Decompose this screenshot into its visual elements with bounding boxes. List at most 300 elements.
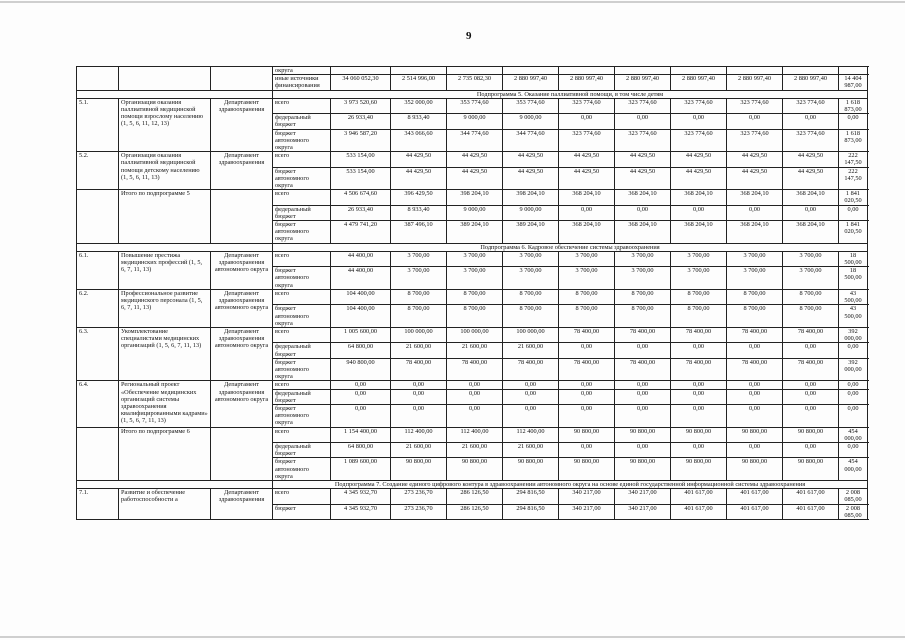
amount-cell: 401 617,00: [727, 489, 783, 504]
amount-cell: 340 217,00: [559, 504, 615, 519]
amount-cell: 3 700,00: [503, 267, 559, 290]
item-number-cell: 6.3.: [77, 327, 119, 380]
amount-cell: 1 841 020,50: [839, 190, 868, 205]
amount-cell: 294 816,50: [503, 504, 559, 519]
amount-cell: 323 774,60: [783, 98, 839, 113]
amount-cell: 8 700,00: [671, 305, 727, 328]
amount-cell: 533 154,00: [331, 167, 391, 190]
amount-cell: 2 880 997,40: [503, 75, 559, 90]
amount-cell: 323 774,60: [671, 98, 727, 113]
amount-cell: 222 147,50: [839, 167, 868, 190]
amount-cell: 398 204,10: [503, 190, 559, 205]
amount-cell: 3 700,00: [559, 267, 615, 290]
item-number-cell: [77, 190, 119, 243]
amount-cell: 454 000,00: [839, 427, 868, 442]
amount-cell: 18 500,00: [839, 251, 868, 266]
amount-cell: 3 700,00: [503, 251, 559, 266]
subprogram-title: Подпрограмма 5. Оказание паллиативной помощи, в том числе детям: [273, 90, 868, 98]
table-row: [77, 190, 868, 205]
amount-cell: 4 506 674,60: [331, 190, 391, 205]
amount-cell: 8 700,00: [559, 305, 615, 328]
amount-cell: 0,00: [727, 389, 783, 404]
funding-source-cell: федеральный бюджет: [273, 114, 331, 129]
amount-cell: 0,00: [783, 389, 839, 404]
funding-source-cell: бюджет автономного округа: [273, 267, 331, 290]
amount-cell: 0,00: [559, 114, 615, 129]
amount-cell: 90 800,00: [783, 427, 839, 442]
amount-cell: [391, 67, 447, 75]
item-name-cell: Развитие и обеспечение работоспособности а: [119, 489, 211, 520]
amount-cell: 222 147,50: [839, 152, 868, 167]
table-row: [77, 327, 868, 342]
amount-cell: 0,00: [839, 389, 868, 404]
amount-cell: 90 800,00: [671, 427, 727, 442]
amount-cell: 0,00: [839, 404, 868, 427]
amount-cell: 0,00: [671, 381, 727, 389]
amount-cell: 1 618 873,00: [839, 98, 868, 113]
amount-cell: 368 204,10: [671, 190, 727, 205]
amount-cell: 0,00: [615, 205, 671, 220]
funding-source-cell: иные источники финансирования: [273, 75, 331, 90]
amount-cell: 21 600,00: [447, 442, 503, 457]
table-row: [77, 489, 868, 504]
amount-cell: 112 400,00: [447, 427, 503, 442]
amount-cell: 294 816,50: [503, 489, 559, 504]
amount-cell: 44 429,50: [503, 152, 559, 167]
amount-cell: 0,00: [727, 404, 783, 427]
amount-cell: 0,00: [727, 442, 783, 457]
amount-cell: 44 429,50: [559, 152, 615, 167]
amount-cell: 21 600,00: [391, 343, 447, 358]
funding-source-cell: бюджет автономного округа: [273, 358, 331, 381]
amount-cell: 44 429,50: [447, 167, 503, 190]
amount-cell: 8 700,00: [615, 289, 671, 304]
amount-cell: 1 005 600,00: [331, 327, 391, 342]
item-number-cell: 5.1.: [77, 98, 119, 151]
amount-cell: 0,00: [671, 205, 727, 220]
amount-cell: 401 617,00: [727, 504, 783, 519]
amount-cell: 3 700,00: [783, 267, 839, 290]
subprogram-header-row: [77, 243, 868, 251]
amount-cell: 78 400,00: [391, 358, 447, 381]
item-number-cell: [77, 427, 119, 480]
amount-cell: 78 400,00: [615, 358, 671, 381]
funding-source-cell: федеральный бюджет: [273, 442, 331, 457]
amount-cell: 90 800,00: [727, 458, 783, 481]
amount-cell: 78 400,00: [727, 358, 783, 381]
amount-cell: 323 774,60: [559, 129, 615, 152]
item-number-cell: 7.1.: [77, 489, 119, 520]
amount-cell: 90 800,00: [503, 458, 559, 481]
amount-cell: 0,00: [671, 442, 727, 457]
item-name-cell: Профессиональное развитие медицинского персонала (1, 5, 6, 7, 11, 13): [119, 289, 211, 327]
amount-cell: 398 204,10: [447, 190, 503, 205]
amount-cell: 0,00: [839, 205, 868, 220]
amount-cell: 44 429,50: [447, 152, 503, 167]
item-name-cell: Организация оказания паллиативной медицинской помощи взрослому населению (1, 5, 6, 11, 12, 13): [119, 98, 211, 151]
amount-cell: 401 617,00: [783, 504, 839, 519]
department-cell: Департамент здравоохранения: [211, 98, 273, 151]
amount-cell: 1 841 020,50: [839, 221, 868, 244]
amount-cell: 0,00: [615, 404, 671, 427]
amount-cell: 323 774,60: [559, 98, 615, 113]
amount-cell: 8 700,00: [671, 289, 727, 304]
amount-cell: 44 429,50: [391, 152, 447, 167]
table-row: [77, 251, 868, 266]
amount-cell: 90 800,00: [559, 458, 615, 481]
amount-cell: 0,00: [727, 381, 783, 389]
amount-cell: 0,00: [783, 114, 839, 129]
amount-cell: 401 617,00: [671, 489, 727, 504]
amount-cell: 90 800,00: [727, 427, 783, 442]
amount-cell: 78 400,00: [783, 358, 839, 381]
amount-cell: 2 880 997,40: [727, 75, 783, 90]
amount-cell: 389 204,10: [447, 221, 503, 244]
amount-cell: 0,00: [839, 343, 868, 358]
amount-cell: 0,00: [503, 381, 559, 389]
item-number-cell: 6.4.: [77, 381, 119, 427]
amount-cell: 21 600,00: [503, 442, 559, 457]
amount-cell: 0,00: [783, 381, 839, 389]
amount-cell: 44 429,50: [783, 167, 839, 190]
amount-cell: 44 400,00: [331, 251, 391, 266]
amount-cell: 2 880 997,40: [559, 75, 615, 90]
amount-cell: 0,00: [727, 205, 783, 220]
amount-cell: 21 600,00: [391, 442, 447, 457]
amount-cell: 368 204,10: [615, 190, 671, 205]
amount-cell: 3 946 587,20: [331, 129, 391, 152]
subprogram-title: Подпрограмма 6. Кадровое обеспечение системы здравоохранения: [273, 243, 868, 251]
amount-cell: 3 700,00: [727, 251, 783, 266]
amount-cell: 323 774,60: [615, 129, 671, 152]
amount-cell: 3 700,00: [783, 251, 839, 266]
amount-cell: 112 400,00: [503, 427, 559, 442]
amount-cell: 340 217,00: [615, 504, 671, 519]
amount-cell: 90 800,00: [615, 458, 671, 481]
amount-cell: 3 700,00: [671, 267, 727, 290]
amount-cell: 368 204,10: [559, 221, 615, 244]
amount-cell: 43 500,00: [839, 289, 868, 304]
amount-cell: 1 618 873,00: [839, 129, 868, 152]
amount-cell: 8 700,00: [391, 305, 447, 328]
amount-cell: 352 000,00: [391, 98, 447, 113]
amount-cell: [331, 67, 391, 75]
amount-cell: 90 800,00: [391, 458, 447, 481]
amount-cell: 401 617,00: [671, 504, 727, 519]
amount-cell: 3 700,00: [559, 251, 615, 266]
table-row: [77, 98, 868, 113]
item-name-cell: Организация оказания паллиативной медицинской помощи детскому населению (1, 5, 6, 11, 13): [119, 152, 211, 190]
amount-cell: 353 774,60: [447, 98, 503, 113]
amount-cell: 3 700,00: [671, 251, 727, 266]
amount-cell: 9 000,00: [503, 205, 559, 220]
amount-cell: 0,00: [783, 404, 839, 427]
funding-source-cell: бюджет автономного округа: [273, 305, 331, 328]
amount-cell: 104 400,00: [331, 305, 391, 328]
amount-cell: 0,00: [671, 114, 727, 129]
budget-table: [76, 66, 868, 520]
amount-cell: 323 774,60: [671, 129, 727, 152]
funding-source-cell: всего: [273, 289, 331, 304]
item-name-cell: Укомплектование специалистами медицинских организаций (1, 5, 6, 7, 11, 13): [119, 327, 211, 380]
amount-cell: 44 429,50: [727, 152, 783, 167]
item-name-cell: [119, 67, 211, 91]
amount-cell: 78 400,00: [503, 358, 559, 381]
amount-cell: 90 800,00: [447, 458, 503, 481]
amount-cell: 8 700,00: [783, 305, 839, 328]
funding-source-cell: бюджет автономного округа: [273, 458, 331, 481]
amount-cell: 44 429,50: [671, 167, 727, 190]
amount-cell: 454 000,00: [839, 458, 868, 481]
amount-cell: 387 496,10: [391, 221, 447, 244]
amount-cell: 104 400,00: [331, 289, 391, 304]
amount-cell: 368 204,10: [783, 221, 839, 244]
amount-cell: 8 700,00: [447, 305, 503, 328]
amount-cell: 0,00: [391, 381, 447, 389]
table-row: [77, 152, 868, 167]
amount-cell: 392 000,00: [839, 327, 868, 342]
amount-cell: [839, 67, 868, 75]
amount-cell: 100 000,00: [503, 327, 559, 342]
funding-source-cell: всего: [273, 489, 331, 504]
funding-source-cell: всего: [273, 381, 331, 389]
amount-cell: 8 700,00: [783, 289, 839, 304]
amount-cell: 3 700,00: [447, 251, 503, 266]
amount-cell: 90 800,00: [559, 427, 615, 442]
amount-cell: 0,00: [331, 381, 391, 389]
amount-cell: 368 204,10: [615, 221, 671, 244]
amount-cell: 26 933,40: [331, 114, 391, 129]
funding-source-cell: бюджет автономного округа: [273, 404, 331, 427]
table-row: [77, 381, 868, 389]
amount-cell: 0,00: [559, 381, 615, 389]
scan-edge-top: [0, 1, 905, 3]
amount-cell: 0,00: [615, 114, 671, 129]
amount-cell: 44 429,50: [559, 167, 615, 190]
amount-cell: [503, 67, 559, 75]
funding-source-cell: округа: [273, 67, 331, 75]
amount-cell: 4 479 741,20: [331, 221, 391, 244]
department-cell: [211, 190, 273, 243]
amount-cell: 44 429,50: [615, 167, 671, 190]
amount-cell: 389 204,10: [503, 221, 559, 244]
amount-cell: 0,00: [615, 442, 671, 457]
amount-cell: 3 700,00: [615, 251, 671, 266]
amount-cell: [671, 67, 727, 75]
department-cell: [211, 427, 273, 480]
amount-cell: 3 700,00: [447, 267, 503, 290]
amount-cell: 44 429,50: [671, 152, 727, 167]
funding-source-cell: всего: [273, 251, 331, 266]
amount-cell: 401 617,00: [783, 489, 839, 504]
amount-cell: 0,00: [671, 343, 727, 358]
amount-cell: 368 204,10: [671, 221, 727, 244]
table-row: [77, 427, 868, 442]
amount-cell: 78 400,00: [727, 327, 783, 342]
amount-cell: 4 345 932,70: [331, 504, 391, 519]
amount-cell: 8 700,00: [727, 289, 783, 304]
amount-cell: 273 236,70: [391, 489, 447, 504]
funding-source-cell: бюджет автономного округа: [273, 129, 331, 152]
amount-cell: 21 600,00: [503, 343, 559, 358]
amount-cell: 1 154 400,00: [331, 427, 391, 442]
amount-cell: 44 429,50: [727, 167, 783, 190]
scan-edge-bottom: [0, 636, 905, 638]
amount-cell: 4 345 932,70: [331, 489, 391, 504]
amount-cell: 0,00: [331, 389, 391, 404]
amount-cell: 34 060 052,30: [331, 75, 391, 90]
amount-cell: 0,00: [671, 404, 727, 427]
funding-source-cell: бюджет автономного округа: [273, 221, 331, 244]
amount-cell: [447, 67, 503, 75]
amount-cell: 3 700,00: [727, 267, 783, 290]
amount-cell: 353 774,60: [503, 98, 559, 113]
department-cell: Департамент здравоохранения автономного округа: [211, 381, 273, 427]
amount-cell: 3 700,00: [615, 267, 671, 290]
table-row: [77, 289, 868, 304]
amount-cell: 2 008 085,00: [839, 489, 868, 504]
amount-cell: 392 000,00: [839, 358, 868, 381]
funding-source-cell: федеральный бюджет: [273, 343, 331, 358]
amount-cell: 368 204,10: [727, 190, 783, 205]
funding-source-cell: федеральный бюджет: [273, 389, 331, 404]
item-number-cell: 5.2.: [77, 152, 119, 190]
amount-cell: 0,00: [783, 343, 839, 358]
department-cell: Департамент здравоохранения автономного округа: [211, 251, 273, 289]
amount-cell: 8 700,00: [615, 305, 671, 328]
amount-cell: 44 429,50: [503, 167, 559, 190]
amount-cell: 0,00: [783, 442, 839, 457]
amount-cell: 0,00: [839, 381, 868, 389]
amount-cell: 2 514 996,00: [391, 75, 447, 90]
amount-cell: 90 800,00: [783, 458, 839, 481]
amount-cell: 0,00: [331, 404, 391, 427]
subprogram-title: Подпрограмма 7. Создание единого цифрового контура в здравоохранении автономного округа на основе единой государственной информационной системы здравоохранения: [273, 480, 868, 488]
subprogram-header-spacer: [77, 480, 273, 488]
amount-cell: 78 400,00: [671, 327, 727, 342]
department-cell: [211, 67, 273, 91]
amount-cell: 368 204,10: [727, 221, 783, 244]
amount-cell: 8 933,40: [391, 205, 447, 220]
amount-cell: 2 735 082,30: [447, 75, 503, 90]
amount-cell: 44 429,50: [783, 152, 839, 167]
amount-cell: 78 400,00: [559, 358, 615, 381]
subprogram-header-spacer: [77, 243, 273, 251]
amount-cell: 0,00: [671, 389, 727, 404]
amount-cell: 323 774,60: [727, 129, 783, 152]
amount-cell: 0,00: [615, 343, 671, 358]
amount-cell: 64 800,00: [331, 442, 391, 457]
amount-cell: 340 217,00: [559, 489, 615, 504]
department-cell: Департамент здравоохранения автономного округа: [211, 289, 273, 327]
amount-cell: 90 800,00: [671, 458, 727, 481]
amount-cell: 368 204,10: [559, 190, 615, 205]
amount-cell: 396 429,50: [391, 190, 447, 205]
amount-cell: 0,00: [727, 343, 783, 358]
item-name-cell: Повышение престижа медицинских профессий (1, 5, 6, 7, 11, 13): [119, 251, 211, 289]
amount-cell: 8 700,00: [503, 289, 559, 304]
funding-source-cell: всего: [273, 427, 331, 442]
amount-cell: 0,00: [559, 389, 615, 404]
amount-cell: 78 400,00: [559, 327, 615, 342]
amount-cell: 344 774,60: [447, 129, 503, 152]
department-cell: Департамент здравоохранения: [211, 152, 273, 190]
item-name-cell: Итого по подпрограмме 5: [119, 190, 211, 243]
funding-source-cell: федеральный бюджет: [273, 205, 331, 220]
amount-cell: 100 000,00: [447, 327, 503, 342]
amount-cell: 78 400,00: [783, 327, 839, 342]
subprogram-header-spacer: [77, 90, 273, 98]
funding-source-cell: всего: [273, 190, 331, 205]
amount-cell: 0,00: [839, 442, 868, 457]
funding-source-cell: бюджет: [273, 504, 331, 519]
amount-cell: 0,00: [447, 389, 503, 404]
table-row: [77, 67, 868, 75]
funding-source-cell: всего: [273, 152, 331, 167]
amount-cell: 2 880 997,40: [783, 75, 839, 90]
amount-cell: 0,00: [559, 404, 615, 427]
amount-cell: 9 000,00: [447, 205, 503, 220]
amount-cell: 0,00: [559, 442, 615, 457]
amount-cell: 8 700,00: [391, 289, 447, 304]
amount-cell: 2 880 997,40: [671, 75, 727, 90]
amount-cell: 78 400,00: [447, 358, 503, 381]
item-name-cell: Итого по подпрограмме 6: [119, 427, 211, 480]
amount-cell: 0,00: [391, 404, 447, 427]
department-cell: Департамент здравоохранения: [211, 489, 273, 520]
amount-cell: 940 800,00: [331, 358, 391, 381]
amount-cell: 286 126,50: [447, 504, 503, 519]
amount-cell: 43 500,00: [839, 305, 868, 328]
amount-cell: 343 066,60: [391, 129, 447, 152]
amount-cell: 0,00: [447, 381, 503, 389]
amount-cell: 44 429,50: [391, 167, 447, 190]
amount-cell: 0,00: [447, 404, 503, 427]
amount-cell: 44 429,50: [615, 152, 671, 167]
amount-cell: 78 400,00: [671, 358, 727, 381]
amount-cell: 8 933,40: [391, 114, 447, 129]
amount-cell: 2 008 085,00: [839, 504, 868, 519]
amount-cell: 112 400,00: [391, 427, 447, 442]
amount-cell: 14 404 987,00: [839, 75, 868, 90]
amount-cell: 9 000,00: [447, 114, 503, 129]
amount-cell: 0,00: [783, 205, 839, 220]
amount-cell: [559, 67, 615, 75]
amount-cell: 1 089 600,00: [331, 458, 391, 481]
amount-cell: 368 204,10: [783, 190, 839, 205]
item-number-cell: 6.2.: [77, 289, 119, 327]
item-name-cell: Региональный проект «Обеспечение медицинских организаций системы здравоохранения квалифицированными кадрами» (1, 5, 6, 7, 11, 13): [119, 381, 211, 427]
amount-cell: 0,00: [727, 114, 783, 129]
amount-cell: 8 700,00: [447, 289, 503, 304]
amount-cell: 3 700,00: [391, 267, 447, 290]
item-number-cell: [77, 67, 119, 91]
amount-cell: 0,00: [615, 389, 671, 404]
amount-cell: 3 700,00: [391, 251, 447, 266]
amount-cell: 0,00: [503, 389, 559, 404]
amount-cell: 26 933,40: [331, 205, 391, 220]
amount-cell: 0,00: [615, 381, 671, 389]
funding-source-cell: всего: [273, 327, 331, 342]
amount-cell: 344 774,60: [503, 129, 559, 152]
amount-cell: 0,00: [503, 404, 559, 427]
amount-cell: 64 800,00: [331, 343, 391, 358]
subprogram-header-row: [77, 90, 868, 98]
amount-cell: 21 600,00: [447, 343, 503, 358]
funding-source-cell: всего: [273, 98, 331, 113]
amount-cell: 78 400,00: [615, 327, 671, 342]
page-number: 9: [466, 30, 472, 42]
